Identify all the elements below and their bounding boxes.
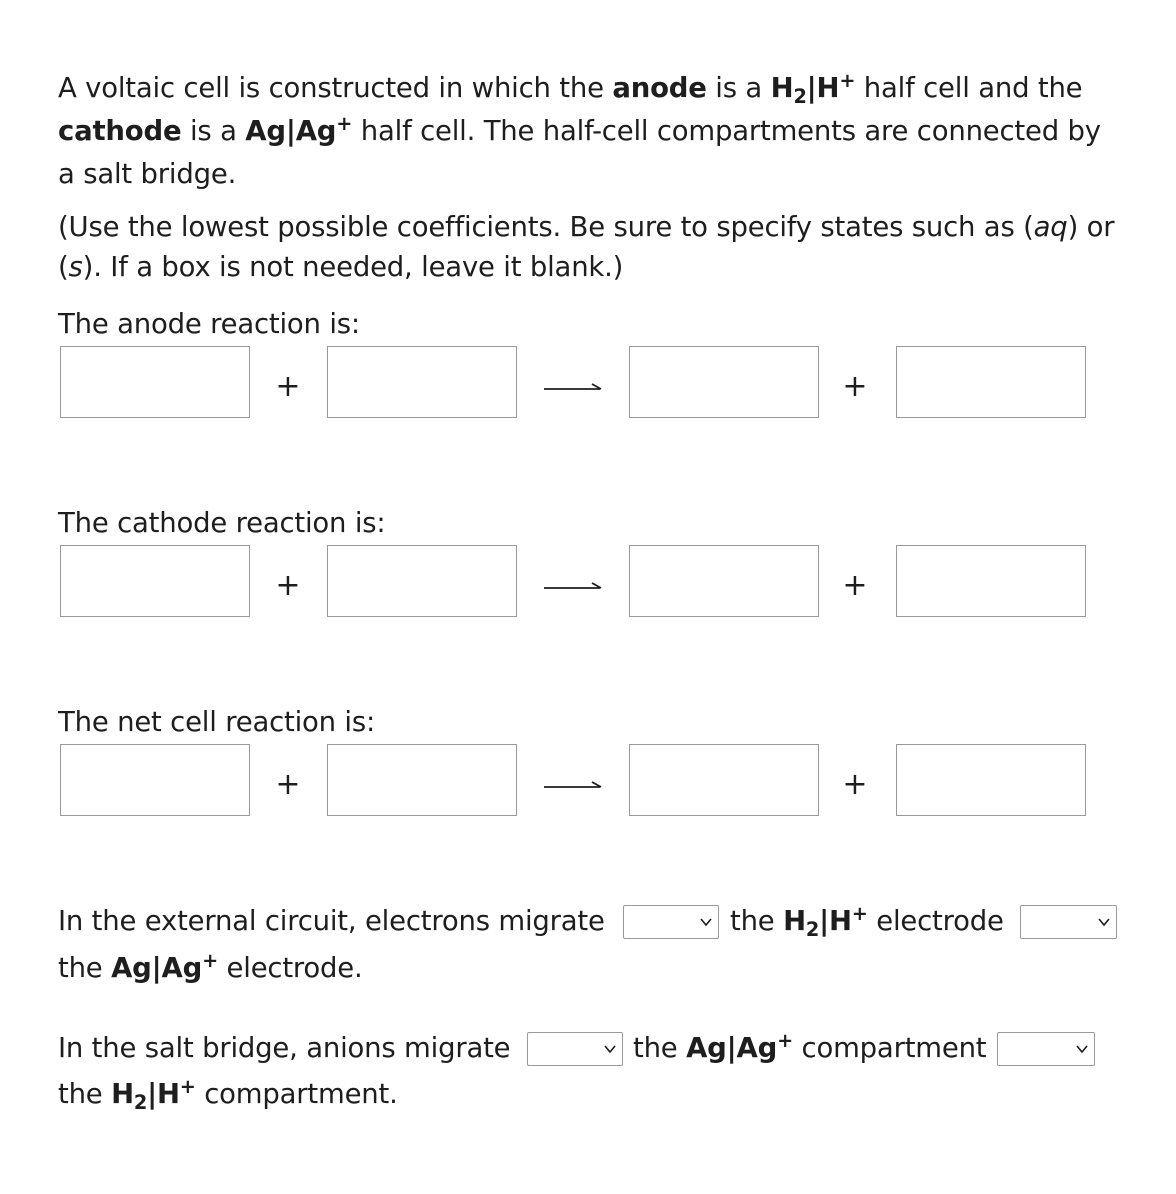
net-product-2-input[interactable] xyxy=(896,744,1086,816)
plus-sign: + xyxy=(275,767,301,802)
intro-text: A voltaic cell is constructed in which the xyxy=(58,72,613,104)
external-circuit-sentence: In the external circuit, electrons migrate xyxy=(58,905,605,937)
cathode-term: cathode xyxy=(58,115,182,147)
ag-electrode-text: the Ag|Ag+ electrode. xyxy=(58,949,363,984)
h2-couple: $H_2|H^+$ xyxy=(770,69,856,109)
reaction-arrow-icon xyxy=(543,382,603,396)
anion-direction-select-1[interactable] xyxy=(527,1032,623,1066)
electron-direction-select-1[interactable] xyxy=(623,905,719,939)
ag-couple: Ag|Ag+ xyxy=(245,112,353,147)
electron-direction-select-2[interactable] xyxy=(1020,905,1117,939)
intro-text: is a xyxy=(181,115,246,147)
reaction-arrow-icon xyxy=(543,780,603,794)
plus-sign: + xyxy=(275,568,301,603)
net-reactant-2-input[interactable] xyxy=(327,744,517,816)
anode-product-1-input[interactable] xyxy=(629,346,819,418)
h2-electrode-text: the $H_2|H^+$ electrode xyxy=(730,902,1004,942)
net-reactant-1-input[interactable] xyxy=(60,744,250,816)
intro-text: a salt bridge. xyxy=(58,158,237,190)
intro-text: half cell. The half-cell compartments are connected by xyxy=(352,115,1101,147)
anode-term: anode xyxy=(612,72,707,104)
chevron-down-icon xyxy=(1074,1041,1090,1057)
chevron-down-icon xyxy=(698,914,714,930)
plus-sign: + xyxy=(275,369,301,404)
cathode-reactant-2-input[interactable] xyxy=(327,545,517,617)
anode-product-2-input[interactable] xyxy=(896,346,1086,418)
anode-reactant-2-input[interactable] xyxy=(327,346,517,418)
intro-text: is a xyxy=(706,72,771,104)
cathode-product-2-input[interactable] xyxy=(896,545,1086,617)
plus-sign: + xyxy=(842,568,868,603)
cathode-product-1-input[interactable] xyxy=(629,545,819,617)
cathode-reactant-1-input[interactable] xyxy=(60,545,250,617)
h2-compartment-text: the $H_2|H^+$ compartment. xyxy=(58,1075,398,1115)
cathode-reaction-label: The cathode reaction is: xyxy=(58,507,386,539)
net-reaction-label: The net cell reaction is: xyxy=(58,706,376,738)
anion-direction-select-2[interactable] xyxy=(997,1032,1095,1066)
instructions: (Use the lowest possible coefficients. Be sure to specify states such as (aq) or (s). If a box is not needed, leave it blank.) xyxy=(58,211,1115,283)
plus-sign: + xyxy=(842,767,868,802)
chevron-down-icon xyxy=(1096,914,1112,930)
chevron-down-icon xyxy=(602,1041,618,1057)
intro-paragraph xyxy=(58,68,1101,194)
intro-text: half cell and the xyxy=(855,72,1083,104)
salt-bridge-sentence: In the salt bridge, anions migrate xyxy=(58,1032,511,1064)
anode-reaction-label: The anode reaction is: xyxy=(58,308,360,340)
ag-compartment-text: the Ag|Ag+ compartment xyxy=(633,1029,987,1064)
reaction-arrow-icon xyxy=(543,581,603,595)
net-product-1-input[interactable] xyxy=(629,744,819,816)
anode-reactant-1-input[interactable] xyxy=(60,346,250,418)
plus-sign: + xyxy=(842,369,868,404)
